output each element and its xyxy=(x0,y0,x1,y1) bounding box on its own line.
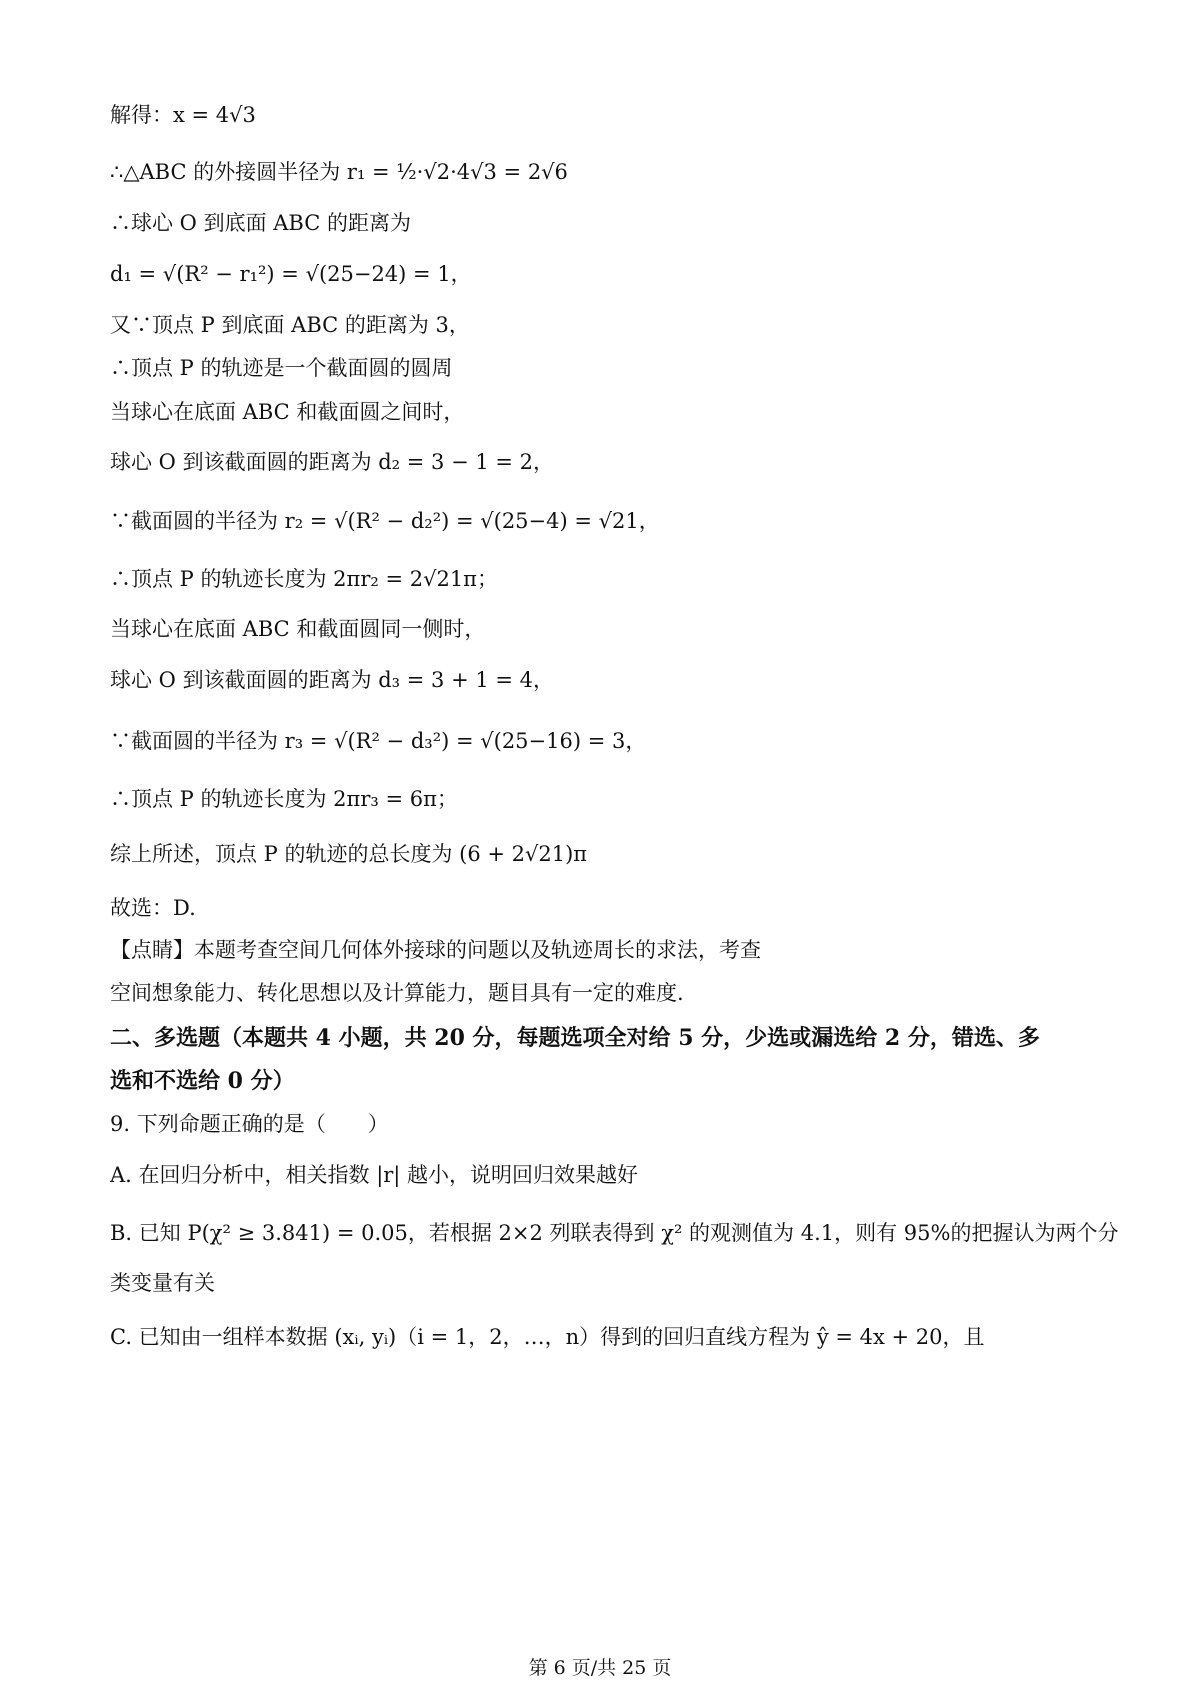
text-line: 空间想象能力、转化思想以及计算能力，题目具有一定的难度. xyxy=(110,981,684,1005)
option-a: A. 在回归分析中，相关指数 |r| 越小，说明回归效果越好 xyxy=(110,1163,639,1187)
section-heading: 二、多选题（本题共 4 小题，共 20 分，每题选项全对给 5 分，少选或漏选给 2 分，错选、多 xyxy=(110,1025,1040,1051)
option-b: B. 已知 P(χ² ≥ 3.841) = 0.05，若根据 2×2 列联表得到 χ² 的观测值为 4.1，则有 95%的把握认为两个分 xyxy=(110,1221,1119,1245)
text-line: 综上所述，顶点 P 的轨迹的总长度为 (6 + 2√21)π xyxy=(110,842,588,866)
text-line: 当球心在底面 ABC 和截面圆同一侧时， xyxy=(110,617,486,641)
text-line: 球心 O 到该截面圆的距离为 d₃ = 3 + 1 = 4， xyxy=(110,668,555,692)
text-line: d₁ = √(R² − r₁²) = √(25−24) = 1， xyxy=(110,262,472,286)
text-line: ∴顶点 P 的轨迹长度为 2πr₃ = 6π； xyxy=(110,787,458,811)
option-b-continued: 类变量有关 xyxy=(110,1271,215,1295)
text-line: ∵截面圆的半径为 r₂ = √(R² − d₂²) = √(25−4) = √21， xyxy=(110,509,660,533)
text-line: 故选：D. xyxy=(110,896,196,920)
page-footer: 第 6 页/共 25 页 xyxy=(528,1657,672,1679)
text-line: ∴球心 O 到底面 ABC 的距离为 xyxy=(110,211,411,235)
text-line: 【点睛】本题考查空间几何体外接球的问题以及轨迹周长的求法，考查 xyxy=(110,938,761,962)
section-heading-continued: 选和不选给 0 分） xyxy=(110,1068,295,1094)
text-line: 球心 O 到该截面圆的距离为 d₂ = 3 − 1 = 2， xyxy=(110,450,555,474)
text-line: ∴顶点 P 的轨迹长度为 2πr₂ = 2√21π； xyxy=(110,567,498,591)
text-line: ∴△ABC 的外接圆半径为 r₁ = ½·√2·4√3 = 2√6 xyxy=(110,160,568,184)
option-c: C. 已知由一组样本数据 (xᵢ, yᵢ)（i = 1，2，…，n）得到的回归直线方程为 ŷ = 4x + 20，且 xyxy=(110,1325,985,1349)
text-line: 又∵顶点 P 到底面 ABC 的距离为 3， xyxy=(110,313,470,337)
text-line: ∴顶点 P 的轨迹是一个截面圆的圆周 xyxy=(110,356,453,380)
text-line: 解得：x = 4√3 xyxy=(110,103,256,127)
text-line: 当球心在底面 ABC 和截面圆之间时， xyxy=(110,400,465,424)
question-stem: 9. 下列命题正确的是（ ） xyxy=(110,1112,389,1136)
text-line: ∵截面圆的半径为 r₃ = √(R² − d₃²) = √(25−16) = 3， xyxy=(110,729,647,753)
